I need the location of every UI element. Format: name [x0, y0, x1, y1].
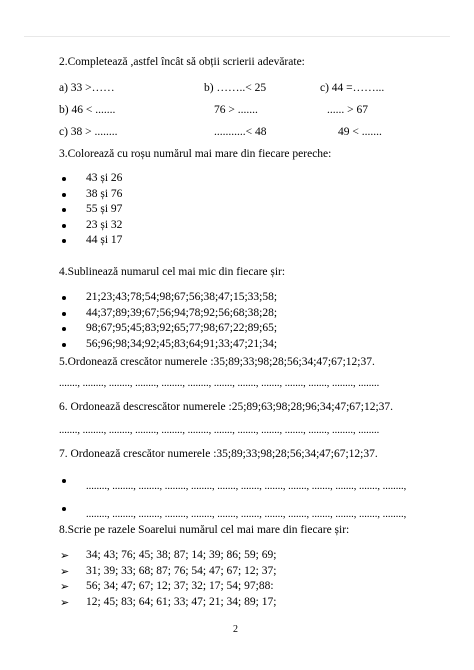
list-item: [0, 187, 122, 203]
ex2-row1-b: b) ……..< 25: [204, 82, 267, 94]
exercise-7-title: 7. Ordonează crescător numerele :35;89;33;98;28;56;34;47;67;12;37.: [59, 448, 378, 460]
ex3-list: [0, 171, 122, 249]
exercise-3-title: 3.Colorează cu roșu numărul mai mare din fiecare pereche:: [59, 148, 332, 160]
list-item-text: 38 și 76: [86, 187, 123, 200]
list-item: [0, 290, 277, 306]
ex4-list: [0, 290, 277, 352]
list-item: [0, 337, 277, 353]
ex8-list: [0, 548, 276, 610]
list-item-text: 21;23;43;78;54;98;67;56;38;47;15;33;58;: [86, 291, 278, 303]
arrow-bullet-icon: ➢: [60, 595, 70, 609]
ex2-row2-c: ...... > 67: [327, 104, 368, 116]
list-item-text: ........, ........, ........, ........, ........, ......., ......., ......., ......., ......., ......., ......., ........,: [86, 509, 407, 520]
ex2-row1-c: c) 44 =……...: [320, 82, 385, 94]
list-item-text: 34; 43; 76; 45; 38; 87; 14; 39; 86; 59; 69;: [86, 549, 277, 561]
list-item: [0, 306, 277, 322]
list-item-text: 55 și 97: [86, 203, 123, 215]
page-number: 2: [233, 624, 238, 635]
list-item-text: 44;37;89;39;67;56;94;78;92;56;68;38;28;: [86, 306, 278, 319]
list-item: [0, 218, 122, 234]
arrow-bullet-icon: ➢: [60, 580, 70, 593]
list-item: [0, 233, 122, 249]
ex2-row3-c: 49 < .......: [338, 126, 382, 138]
list-item: [0, 321, 277, 337]
ex2-row2-b: 76 > .......: [214, 104, 258, 116]
list-item: [0, 579, 276, 595]
arrow-bullet-icon: ➢: [60, 549, 70, 562]
arrow-bullet-icon: ➢: [60, 564, 70, 578]
list-item: [0, 171, 122, 187]
exercise-6-title: 6. Ordonează descrescător numerele :25;89;63;98;28;96;34;47;67;12;37.: [59, 401, 394, 413]
page-top-edge: [24, 36, 450, 37]
list-item-text: ........, ........, ........, ........, ........, ......., ......., ......., ......., ......., ......., ......., ........,: [86, 481, 407, 492]
ex7-list: [0, 473, 406, 529]
ex2-row3-a: c) 38 > ........: [59, 126, 118, 138]
list-item-text: 23 și 32: [86, 218, 123, 231]
list-item: [0, 548, 276, 564]
exercise-2-title: 2.Completează ,astfel încât să obții scrierii adevărate:: [59, 56, 305, 68]
ex2-row2-a: b) 46 < .......: [59, 104, 116, 116]
list-item-text: 98;67;95;45;83;92;65;77;98;67;22;89;65;: [86, 322, 278, 334]
list-item: [0, 202, 122, 218]
exercise-5-title: 5.Ordonează crescător numerele :35;89;33;98;28;56;34;47;67;12;37.: [59, 356, 375, 368]
list-item: [0, 595, 276, 611]
list-item-text: 12; 45; 83; 64; 61; 33; 47; 21; 34; 89; 17;: [86, 595, 277, 608]
list-item-text: 31; 39; 33; 68; 87; 76; 54; 47; 67; 12; 37;: [86, 564, 277, 577]
list-item-text: 56; 34; 47; 67; 12; 37; 32; 17; 54; 97;88:: [86, 580, 274, 592]
ex6-answer-line: ......., ........, ........, ........, ........, ........, ......., ......., ......., ......., ......., ........, ........: [59, 425, 380, 436]
exercise-8-title: 8.Scrie pe razele Soarelui numărul cel mai mare din fiecare șir:: [59, 524, 350, 536]
list-item: [0, 564, 276, 580]
exercise-4-title: 4.Sublinează numarul cel mai mic din fiecare șir:: [59, 266, 286, 278]
list-item-text: 56;96;98;34;92;45;83;64;91;33;47;21;34;: [86, 337, 278, 350]
ex2-row1-a: a) 33 >……: [59, 82, 115, 94]
list-item: [0, 473, 406, 501]
list-item-text: 44 și 17: [86, 234, 123, 246]
ex5-answer-line: ......., ........, ........, ........, ........, ........, ......., ......., ......., ......., ......., ........, ........: [59, 378, 380, 389]
ex2-row3-b: ...........< 48: [214, 126, 267, 138]
list-item-text: 43 și 26: [86, 172, 123, 184]
